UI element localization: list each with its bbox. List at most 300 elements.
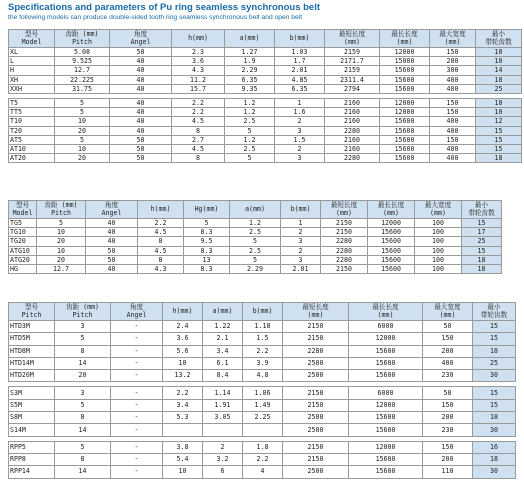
column-header-label: 角度 [129, 302, 144, 311]
table-cell: 17 [462, 228, 502, 237]
table-row [9, 246, 502, 255]
column-header [203, 303, 243, 321]
table-cell: 8 [138, 237, 184, 246]
table-cell: 14 [476, 66, 522, 75]
column-header [349, 303, 423, 321]
table-cell: 20 [37, 237, 86, 246]
table-cell: 2.2 [163, 387, 203, 399]
table-cell: TG10 [9, 228, 37, 237]
table-cell: 18 [476, 75, 522, 84]
column-header-label: 型号 [15, 200, 30, 209]
column-header-label: b(mm) [252, 307, 273, 315]
column-header [172, 30, 225, 48]
table-cell: 400 [430, 144, 476, 153]
table-cell: 5.3 [163, 412, 203, 424]
column-header [9, 201, 37, 219]
column-header-sublabel: (mm) [377, 310, 394, 319]
table-cell: 2.01 [281, 264, 321, 273]
table-cell: 9.35 [225, 84, 275, 93]
table-cell: 50 [110, 144, 172, 153]
table-cell [203, 424, 243, 436]
table-cell: S3M [9, 387, 55, 399]
table-cell: 2.5 [230, 228, 281, 237]
table-cell: 1.27 [225, 48, 275, 57]
table-cell: 4.5 [138, 228, 184, 237]
table-cell: 15600 [349, 466, 423, 478]
table-cell: 14 [55, 466, 111, 478]
column-header [184, 201, 230, 219]
table-cell: 2500 [283, 466, 349, 478]
table-cell: 18 [473, 345, 516, 357]
table-cell: 3.6 [163, 333, 203, 345]
table-cell: AT20 [9, 154, 55, 163]
column-header [37, 201, 86, 219]
table-cell: 4.85 [275, 75, 325, 84]
table-cell: 4 [243, 466, 283, 478]
table-cell: 2150 [283, 399, 349, 411]
table-cell: 40 [86, 237, 138, 246]
table-cell: 40 [86, 228, 138, 237]
table-cell: 2 [203, 441, 243, 453]
page-subtitle: the following models can produce double-sided tooth ring seamless synchronous belt and open belt [8, 14, 303, 21]
table-row [9, 264, 502, 273]
table-row [9, 345, 516, 357]
column-header-sublabel: (mm) [344, 37, 360, 46]
table-cell: 2150 [321, 228, 368, 237]
table-cell: 15 [462, 246, 502, 255]
table-cell: 3 [55, 387, 111, 399]
table-cell: 5 [184, 219, 230, 228]
table-cell: 8.3 [184, 246, 230, 255]
table-cell: 2280 [325, 154, 380, 163]
table-cell: HTD20M [9, 370, 55, 382]
table-row [9, 126, 522, 135]
table-cell: 15600 [380, 84, 430, 93]
table-cell: - [111, 333, 163, 345]
table-row [9, 66, 522, 75]
column-header [110, 30, 172, 48]
table-cell: 40 [110, 108, 172, 117]
table-cell: 8 [55, 412, 111, 424]
table-cell: 3 [281, 255, 321, 264]
table-cell: 5 [225, 126, 275, 135]
table-cell: S8M [9, 412, 55, 424]
column-header-label: h(mm) [172, 307, 193, 315]
table-cell: 20 [55, 154, 110, 163]
table-cell: 400 [430, 117, 476, 126]
table-cell: 12000 [380, 98, 430, 107]
table-cell: 3 [55, 321, 111, 333]
table-cell: 1.03 [275, 48, 325, 57]
table-cell: 4.3 [138, 264, 184, 273]
table-cell: 6.1 [203, 357, 243, 369]
table-cell: 400 [430, 126, 476, 135]
table-cell: 2150 [283, 333, 349, 345]
table-cell: 12000 [380, 48, 430, 57]
column-header-label: 最长长度 [377, 200, 405, 209]
table-row [9, 255, 502, 264]
table-cell: 50 [423, 321, 473, 333]
table-cell: 15600 [349, 357, 423, 369]
table-cell: 10 [55, 144, 110, 153]
table-cell: 200 [423, 345, 473, 357]
table-cell: 18 [462, 255, 502, 264]
column-header [9, 30, 55, 48]
table-cell: 150 [430, 135, 476, 144]
table-cell: 15600 [349, 424, 423, 436]
table-cell: 12000 [380, 108, 430, 117]
column-header-label: 最短长度 [338, 29, 366, 38]
table-cell: 100 [415, 219, 462, 228]
table-cell: 18 [476, 154, 522, 163]
table-cell: 20 [55, 126, 110, 135]
table-cell: 5.4 [163, 453, 203, 465]
table-row [9, 453, 516, 465]
table-cell: 15 [473, 387, 516, 399]
table-cell: 1.5 [243, 333, 283, 345]
table-cell: 1.06 [243, 387, 283, 399]
column-header-sublabel: (mm) [439, 310, 456, 319]
table-cell: 2 [275, 117, 325, 126]
table-cell: 50 [86, 246, 138, 255]
column-header [111, 303, 163, 321]
table-row [9, 154, 522, 163]
table-cell: - [111, 424, 163, 436]
table-cell: 1.8 [243, 441, 283, 453]
table-cell: 230 [423, 424, 473, 436]
table-cell: 15600 [380, 117, 430, 126]
column-header-label: a(mm) [239, 34, 260, 42]
table-cell: 20 [55, 370, 111, 382]
table-cell: 2.1 [203, 333, 243, 345]
table-cell: 15600 [380, 75, 430, 84]
table-cell: 5 [55, 98, 110, 107]
table-cell: 2150 [321, 219, 368, 228]
table-cell: 2311.4 [325, 75, 380, 84]
table-cell: RPP14 [9, 466, 55, 478]
table-cell: 2280 [283, 345, 349, 357]
table-cell: 25 [473, 357, 516, 369]
table-cell: 110 [423, 466, 473, 478]
table-cell: 13.2 [163, 370, 203, 382]
table-cell: 14 [55, 357, 111, 369]
table-cell: 15600 [368, 237, 415, 246]
table-row [9, 57, 522, 66]
column-header [86, 201, 138, 219]
table-cell: 18 [462, 264, 502, 273]
table-cell: 12000 [349, 399, 423, 411]
table-cell: 15 [476, 135, 522, 144]
table-cell: 40 [110, 75, 172, 84]
table-cell: 2.5 [225, 117, 275, 126]
table-cell: 6 [203, 466, 243, 478]
table-cell: 15 [476, 144, 522, 153]
table-cell: 1.22 [203, 321, 243, 333]
table-cell: 5 [55, 108, 110, 117]
table-cell: 2159 [325, 66, 380, 75]
table-cell: 150 [423, 399, 473, 411]
table-cell: 150 [430, 48, 476, 57]
table-cell: 10 [37, 246, 86, 255]
table-cell: 30 [473, 370, 516, 382]
table-cell: 18 [473, 453, 516, 465]
table-cell: 6.35 [225, 75, 275, 84]
table-cell: TT5 [9, 108, 55, 117]
table-cell: S14M [9, 424, 55, 436]
table-cell: HTD8M [9, 345, 55, 357]
table-cell: 1.2 [225, 98, 275, 107]
table-row [9, 370, 516, 382]
table-cell: RPP5 [9, 441, 55, 453]
table-cell: 2.2 [172, 108, 225, 117]
column-header-sublabel: Model [21, 37, 42, 46]
table-cell: 5.08 [55, 48, 110, 57]
table-cell: 2280 [321, 246, 368, 255]
table-cell: 15 [476, 126, 522, 135]
table-row [9, 117, 522, 126]
table-cell: 2.25 [243, 412, 283, 424]
table-cell: HTD14M [9, 357, 55, 369]
table-cell: 6000 [349, 321, 423, 333]
table-row [9, 237, 502, 246]
table-cell: - [111, 441, 163, 453]
table-cell: XL [9, 48, 55, 57]
table-cell: 230 [423, 370, 473, 382]
column-header-label: 最长长度 [372, 302, 399, 311]
table-cell: 8 [55, 453, 111, 465]
table-cell: 40 [110, 66, 172, 75]
table-cell: 2160 [325, 98, 380, 107]
column-header-sublabel: 带轮齿数 [468, 208, 495, 217]
table-cell: 15 [473, 333, 516, 345]
table-cell: 10 [163, 466, 203, 478]
table-cell: 400 [430, 84, 476, 93]
column-header-label: 齿距 (mm) [65, 302, 100, 311]
table-cell: XXH [9, 84, 55, 93]
table-cell: 2.2 [172, 98, 225, 107]
table-cell: 2500 [283, 370, 349, 382]
table-cell: 9.525 [55, 57, 110, 66]
column-header-sublabel: (mm) [307, 310, 324, 319]
column-header [225, 30, 275, 48]
table-cell: 8 [138, 255, 184, 264]
column-header [275, 30, 325, 48]
table-cell: 25 [476, 84, 522, 93]
column-header-sublabel: Pitch [51, 208, 71, 217]
column-header-label: 齿距 (mm) [65, 29, 99, 38]
column-header-label: 最大宽度 [434, 302, 461, 311]
table-cell: 11.2 [172, 75, 225, 84]
table-cell: 200 [423, 453, 473, 465]
table-cell: 1.5 [275, 135, 325, 144]
table-cell: 1 [281, 219, 321, 228]
table-cell: 2171.7 [325, 57, 380, 66]
table-row [9, 357, 516, 369]
table-cell: 40 [110, 126, 172, 135]
table-cell: 15600 [349, 345, 423, 357]
table-row [9, 412, 516, 424]
column-header-label: a(mm) [212, 307, 233, 315]
column-header-label: 最小 [474, 200, 489, 209]
table-cell: RPP8 [9, 453, 55, 465]
table-cell: HTD5M [9, 333, 55, 345]
table-cell: 2.4 [163, 321, 203, 333]
table-cell: 5 [37, 219, 86, 228]
table-cell: 2 [275, 144, 325, 153]
table-cell: 16 [473, 441, 516, 453]
spec-table-htd [8, 302, 516, 479]
column-header [281, 201, 321, 219]
table-cell: - [111, 370, 163, 382]
table-cell: 1.9 [225, 57, 275, 66]
table-cell: 15 [473, 399, 516, 411]
column-header-sublabel: 带轮齿数 [480, 310, 508, 319]
table-cell: 3 [275, 154, 325, 163]
table-cell: 4.5 [138, 246, 184, 255]
table-cell: 2500 [283, 357, 349, 369]
spec-table-standard [8, 29, 522, 163]
table-cell: - [111, 357, 163, 369]
table-cell: 1.6 [275, 108, 325, 117]
table-cell: 150 [423, 333, 473, 345]
table-cell: 150 [430, 98, 476, 107]
table-cell: 6000 [349, 387, 423, 399]
column-header [430, 30, 476, 48]
table-cell: 15.7 [172, 84, 225, 93]
column-header [462, 201, 502, 219]
table-cell: 2159 [325, 48, 380, 57]
header-row [9, 303, 516, 321]
table-cell: 2.2 [243, 453, 283, 465]
table-cell: AT10 [9, 144, 55, 153]
column-header [55, 30, 110, 48]
table-cell: 2 [281, 228, 321, 237]
table-cell [163, 424, 203, 436]
table-row [9, 441, 516, 453]
spec-table-double-sided [8, 200, 502, 274]
table-cell: 100 [415, 237, 462, 246]
table-cell: - [111, 453, 163, 465]
column-header-label: 角度 [104, 200, 119, 209]
table-cell: 2160 [325, 108, 380, 117]
table-cell: 2280 [321, 237, 368, 246]
table-cell: XH [9, 75, 55, 84]
table-cell: 3.4 [203, 345, 243, 357]
column-header [473, 303, 516, 321]
table-cell: 200 [423, 412, 473, 424]
table-cell: 50 [110, 154, 172, 163]
table-cell: 3 [281, 237, 321, 246]
table-cell: 10 [476, 48, 522, 57]
header-row [9, 201, 502, 219]
table-cell: 10 [37, 228, 86, 237]
table-cell: 15600 [368, 228, 415, 237]
table-cell: 10 [476, 98, 522, 107]
table-cell: 2150 [283, 441, 349, 453]
table-cell: 2.7 [172, 135, 225, 144]
column-header [476, 30, 522, 48]
table-cell: 2 [281, 246, 321, 255]
table-cell: 2150 [283, 321, 349, 333]
table-cell: - [111, 466, 163, 478]
table-cell: 1 [275, 98, 325, 107]
column-header-label: 齿距 (mm) [44, 200, 78, 209]
table-row [9, 135, 522, 144]
table-cell: 12000 [349, 441, 423, 453]
table-cell: 12 [476, 117, 522, 126]
table-cell: 22.225 [55, 75, 110, 84]
table-cell: 400 [430, 154, 476, 163]
table-cell: 15600 [349, 453, 423, 465]
column-header-label: 最长长度 [391, 29, 418, 38]
table-cell: 13 [184, 255, 230, 264]
table-row [9, 387, 516, 399]
table-cell: 40 [86, 264, 138, 273]
table-row [9, 399, 516, 411]
table-cell: 12000 [368, 219, 415, 228]
column-header [368, 201, 415, 219]
table-cell: 1.2 [225, 135, 275, 144]
table-row [9, 84, 522, 93]
column-header-label: b(mm) [290, 205, 311, 213]
table-cell: 40 [86, 219, 138, 228]
column-header-label: 最小 [487, 302, 501, 311]
table-cell: ATG20 [9, 255, 37, 264]
table-row [9, 108, 522, 117]
table-cell: L [9, 57, 55, 66]
table-cell: 2500 [283, 424, 349, 436]
table-cell: 9.5 [184, 237, 230, 246]
table-cell: TG5 [9, 219, 37, 228]
table-cell: 2160 [325, 144, 380, 153]
table-row [9, 333, 516, 345]
column-header [321, 201, 368, 219]
column-header [415, 201, 462, 219]
table-cell: 2.29 [225, 66, 275, 75]
table-cell: 50 [86, 255, 138, 264]
column-header [283, 303, 349, 321]
column-header-sublabel: (mm) [444, 37, 461, 46]
column-header-label: 型号 [24, 302, 39, 311]
table-cell: 8.3 [184, 264, 230, 273]
table-cell: 6.35 [275, 84, 325, 93]
table-cell: - [111, 345, 163, 357]
table-cell: 2500 [283, 412, 349, 424]
table-cell: 10 [163, 357, 203, 369]
table-cell: 2794 [325, 84, 380, 93]
table-cell: 30 [473, 466, 516, 478]
column-header-sublabel: (mm) [336, 208, 352, 217]
table-cell: 1.14 [203, 387, 243, 399]
table-cell: 18 [473, 412, 516, 424]
table-cell: 8.4 [203, 370, 243, 382]
table-cell: 2150 [283, 387, 349, 399]
table-cell: 2280 [321, 255, 368, 264]
column-header [380, 30, 430, 48]
table-cell: 15600 [380, 135, 430, 144]
table-cell: 30 [473, 424, 516, 436]
column-header-sublabel: Model [12, 208, 33, 217]
table-cell: 15600 [380, 154, 430, 163]
column-header-label: 角度 [133, 29, 148, 38]
column-header-label: Hg(mm) [194, 205, 219, 213]
column-header [423, 303, 473, 321]
table-cell: 3.4 [163, 399, 203, 411]
table-cell: HTD3M [9, 321, 55, 333]
column-header-label: 最短长度 [302, 302, 329, 311]
table-cell: 8 [172, 154, 225, 163]
table-cell: 15 [473, 321, 516, 333]
